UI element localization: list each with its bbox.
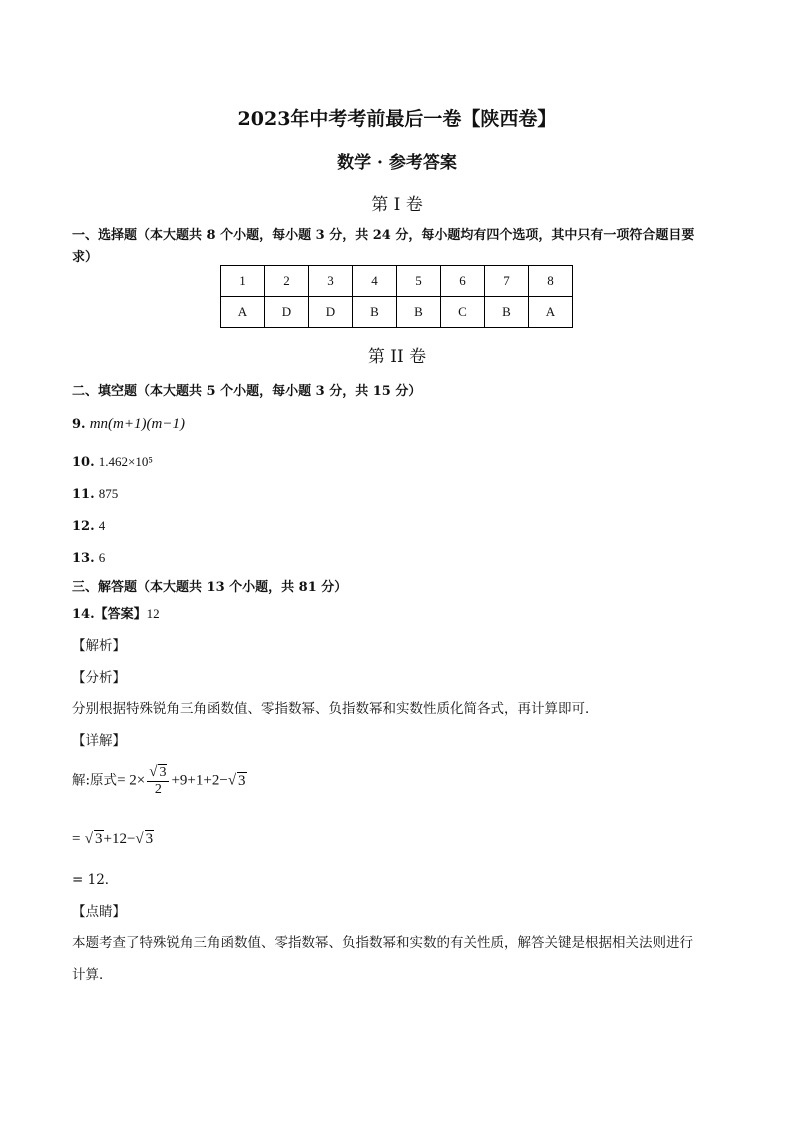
question-number-cell: 3 bbox=[309, 266, 353, 297]
fill-answer-9 bbox=[72, 416, 185, 433]
solution-prefix: 解:原式 bbox=[72, 772, 118, 789]
sqrt-icon: √ bbox=[149, 764, 158, 780]
q14-answer-line bbox=[72, 603, 160, 622]
fraction bbox=[147, 764, 169, 798]
answer-cell: D bbox=[309, 297, 353, 328]
equation-part: = 2× bbox=[117, 772, 146, 789]
sqrt-argument: 3 bbox=[159, 765, 167, 780]
question-number-cell: 1 bbox=[221, 266, 265, 297]
q14-label: 14.【答案】 bbox=[72, 607, 147, 622]
section-one-heading-line1: 一、选择题（本大题共 8 个小题，每小题 3 分，共 24 分，每小题均有四个选项，其中只有一项符合题目要 bbox=[72, 228, 695, 243]
solution-step-3: = 12． bbox=[72, 872, 119, 888]
answer-table-answer-row bbox=[221, 297, 573, 328]
fill-answer-value: 875 bbox=[98, 486, 119, 501]
remarks-line-2: 计算． bbox=[72, 967, 113, 983]
sqrt-icon: √ bbox=[135, 831, 144, 847]
question-number-cell: 6 bbox=[441, 266, 485, 297]
sqrt-argument: 3 bbox=[238, 772, 246, 789]
answer-cell: A bbox=[221, 297, 265, 328]
equation-part: +12− bbox=[103, 831, 136, 847]
fill-answer-11 bbox=[72, 486, 118, 502]
fill-answer-12 bbox=[72, 518, 105, 534]
section-two-heading: 二、填空题（本大题共 5 个小题，每小题 3 分，共 15 分） bbox=[72, 384, 422, 399]
remarks-line-1: 本题考查了特殊锐角三角函数值、零指数幂、负指数幂和实数的有关性质，解答关键是根据相关法则进行 bbox=[72, 935, 693, 951]
sqrt-argument: 3 bbox=[145, 831, 154, 847]
volume-one-heading: 第 I 卷 bbox=[371, 195, 423, 215]
question-number-cell: 8 bbox=[529, 266, 573, 297]
answer-table-number-row bbox=[221, 266, 573, 297]
volume-two-heading: 第 II 卷 bbox=[367, 347, 427, 367]
answer-cell: C bbox=[441, 297, 485, 328]
fill-answer-number: 11. bbox=[72, 487, 95, 502]
details-heading: 【详解】 bbox=[72, 733, 126, 749]
answer-cell: A bbox=[529, 297, 573, 328]
solution-step-1 bbox=[72, 764, 247, 798]
equation-part: +9+1+2− bbox=[171, 772, 228, 789]
fill-answer-value: mn(m+1)(m−1) bbox=[89, 416, 185, 432]
fraction-numerator bbox=[147, 764, 169, 782]
sqrt-argument: 3 bbox=[95, 831, 103, 847]
fill-answer-value: 4 bbox=[98, 518, 106, 533]
question-number-cell: 7 bbox=[485, 266, 529, 297]
fill-answer-13 bbox=[72, 550, 105, 566]
analysis-heading: 【解析】 bbox=[72, 638, 126, 654]
question-number-cell: 4 bbox=[353, 266, 397, 297]
answer-cell: B bbox=[353, 297, 397, 328]
answer-table bbox=[220, 265, 573, 328]
answer-cell: B bbox=[397, 297, 441, 328]
equals-sign: = bbox=[72, 831, 81, 847]
breakdown-heading: 【分析】 bbox=[72, 670, 126, 686]
question-number-cell: 5 bbox=[397, 266, 441, 297]
remarks-heading: 【点睛】 bbox=[72, 904, 126, 920]
q14-answer-value: 12 bbox=[146, 606, 160, 621]
section-one-heading-line2: 求） bbox=[72, 250, 99, 265]
fill-answer-value: 6 bbox=[98, 550, 106, 565]
section-three-heading: 三、解答题（本大题共 13 个小题，共 81 分） bbox=[72, 580, 348, 595]
fraction-denominator: 2 bbox=[154, 782, 162, 797]
page-subtitle: 数学 · 参考答案 bbox=[337, 153, 457, 173]
page-title: 2023年中考考前最后一卷【陕西卷】 bbox=[237, 108, 557, 130]
fill-answer-value: 1.462×10⁵ bbox=[98, 454, 153, 469]
fill-answer-number: 10. bbox=[72, 455, 95, 470]
fill-answer-number: 13. bbox=[72, 551, 95, 566]
fill-answer-number: 12. bbox=[72, 519, 95, 534]
question-number-cell: 2 bbox=[265, 266, 309, 297]
fill-answer-number: 9. bbox=[72, 417, 86, 432]
solution-step-2 bbox=[72, 830, 154, 848]
answer-cell: D bbox=[265, 297, 309, 328]
sqrt-icon: √ bbox=[84, 831, 93, 847]
breakdown-text: 分别根据特殊锐角三角函数值、零指数幂、负指数幂和实数性质化简各式，再计算即可． bbox=[72, 701, 599, 717]
sqrt-icon: √ bbox=[227, 772, 237, 789]
fill-answer-10 bbox=[72, 454, 153, 470]
answer-cell: B bbox=[485, 297, 529, 328]
